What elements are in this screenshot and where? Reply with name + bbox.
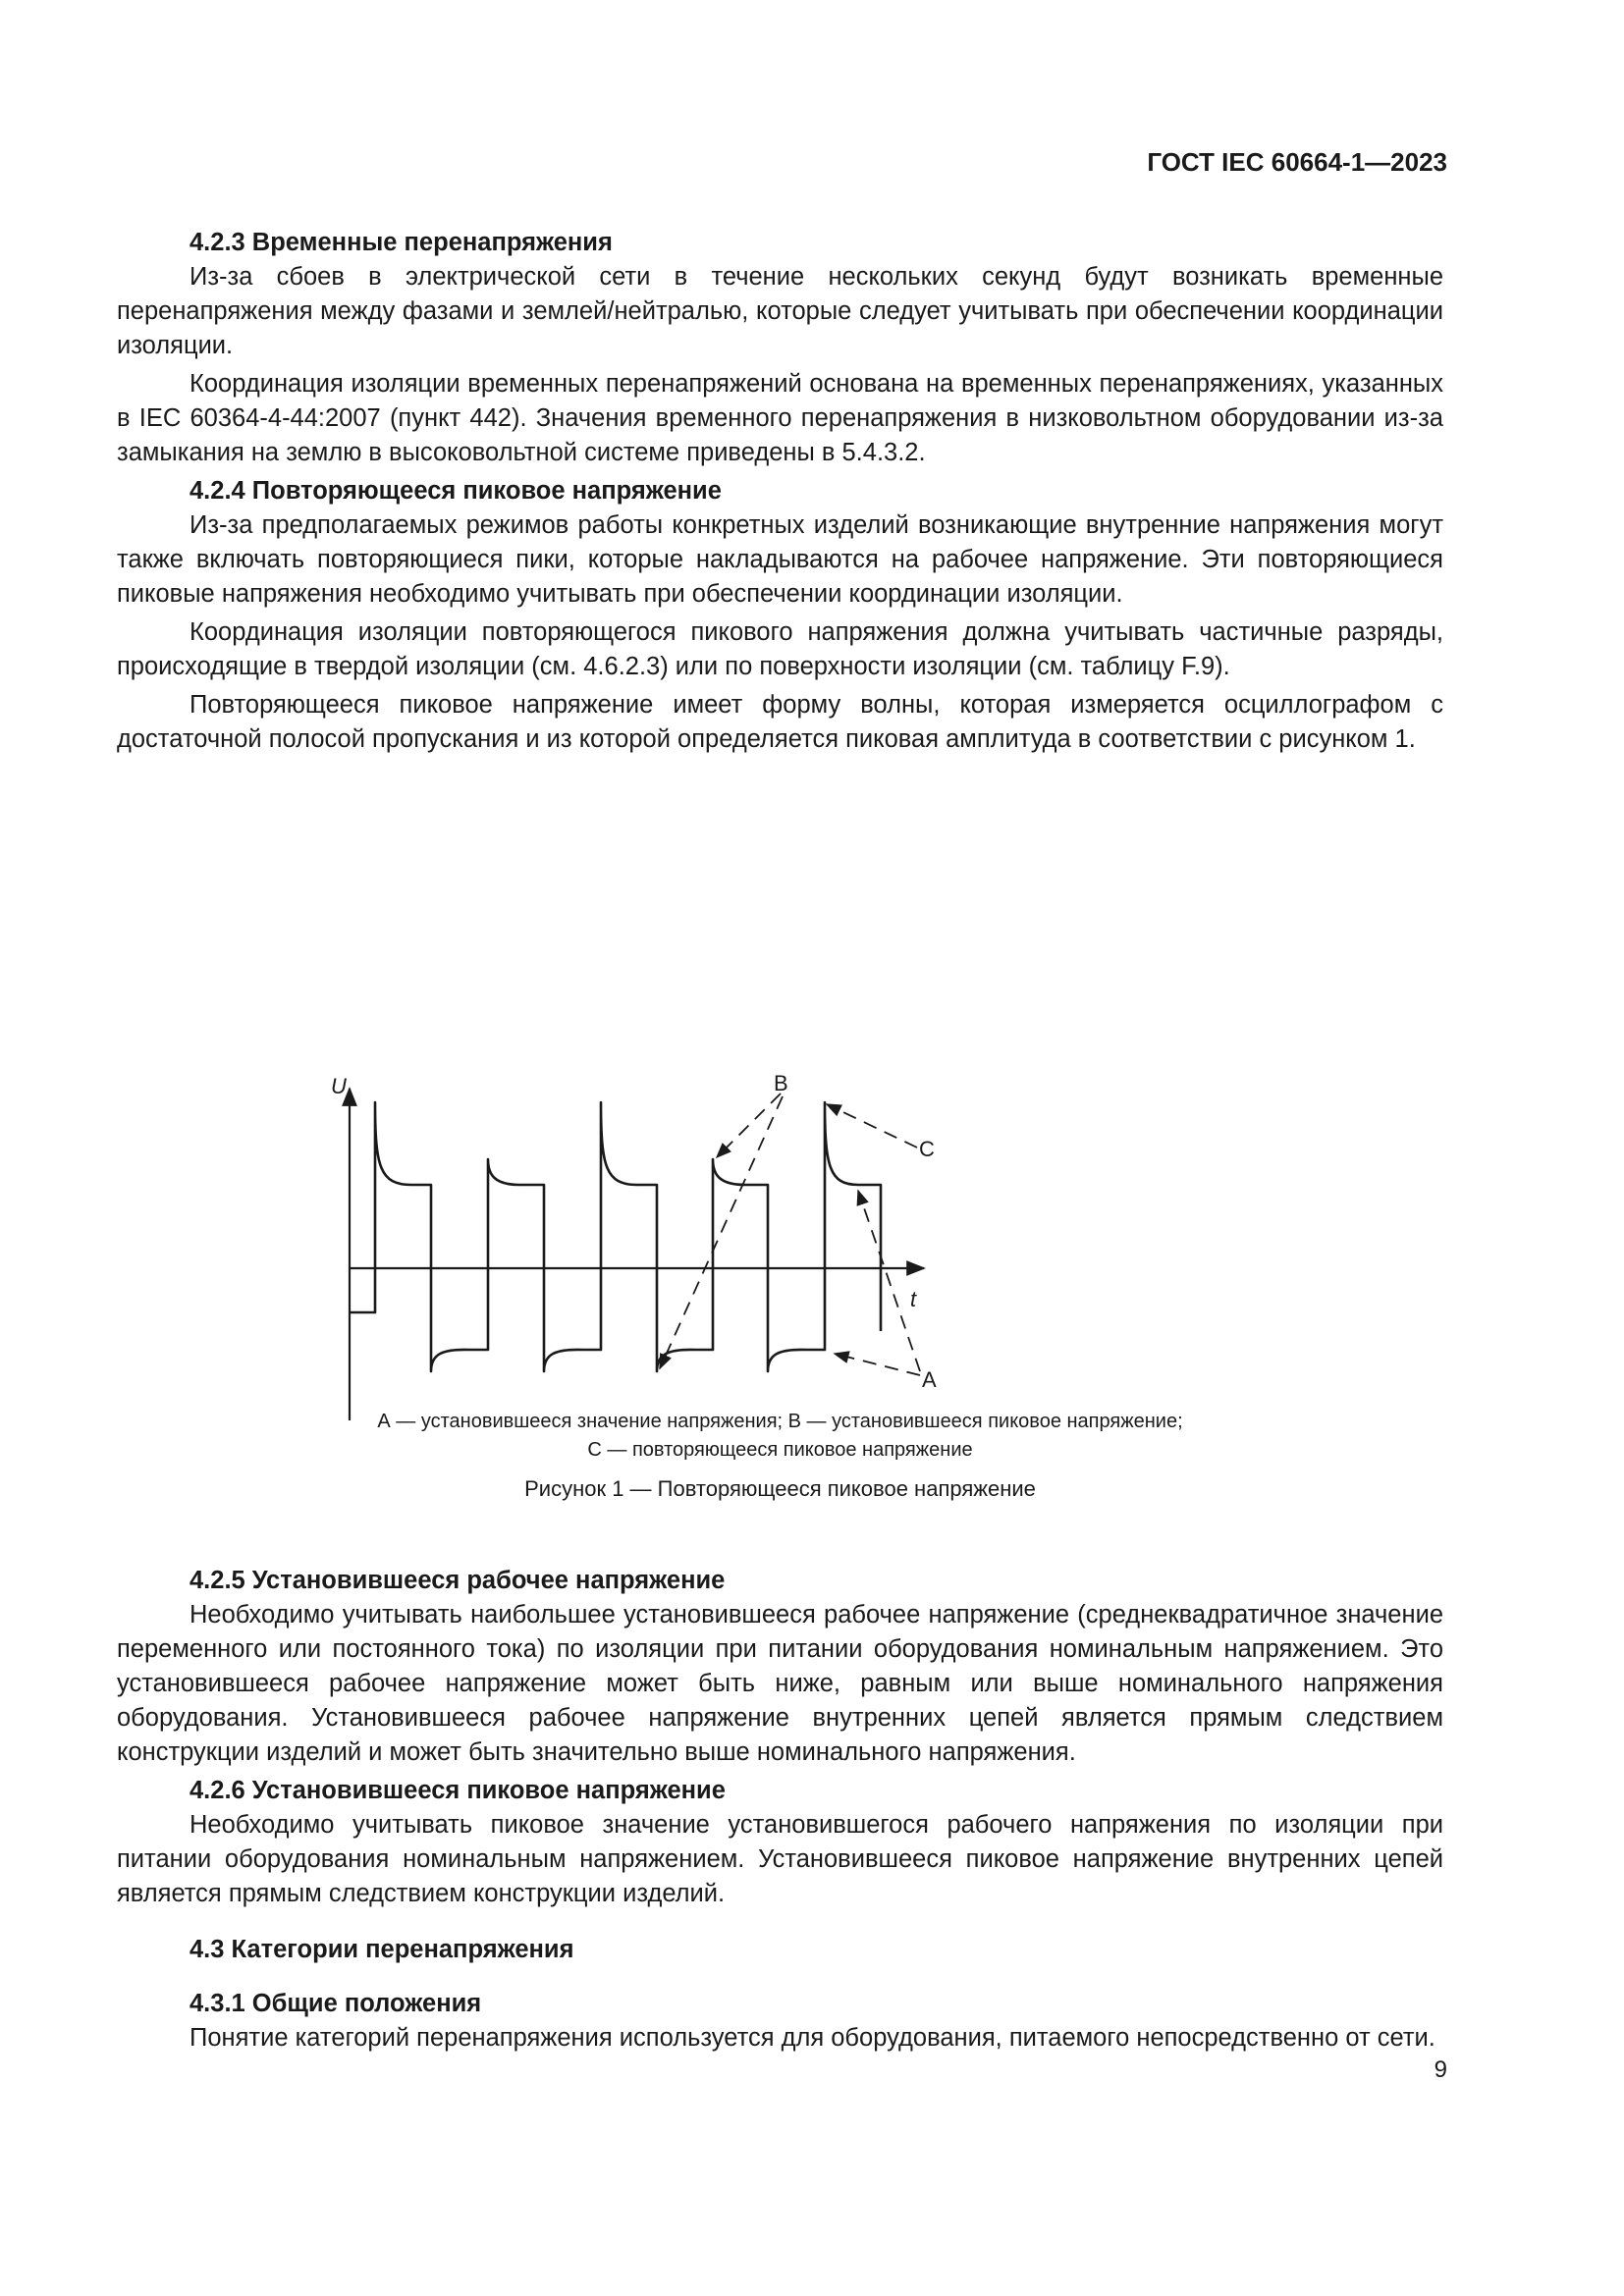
paragraph: Координация изоляции временных перенапряжений основана на временных перенапряжениях, указанных в IEC 60364-4-44:2007 (пункт 442). Значения временного перенапряжения в низковольтном оборудовании из-за замыкания на землю в высоковольтной системе приведены в 5.4.3.2. <box>117 370 1443 466</box>
pointer-a-plateau-low <box>835 1354 920 1375</box>
waveform-diagram <box>117 804 1443 1452</box>
paragraph: Координация изоляции повторяющегося пикового напряжения должна учитывать частичные разряды, происходящие в твердой изоляции (см. 4.6.2.3) или по поверхности изоляции (см. таблицу F.9). <box>117 618 1443 680</box>
label-c: C <box>919 1137 935 1161</box>
paragraph: Понятие категорий перенапряжения используется для оборудования, питаемого непосредственно от сети. <box>189 2024 1435 2052</box>
label-b: B <box>774 1071 788 1095</box>
legend-line-1: А — установившееся значение напряжения; В — установившееся пиковое напряжение; <box>377 1411 1183 1432</box>
page-content <box>117 226 1443 2059</box>
pointer-c-spike <box>827 1104 917 1148</box>
section-title-4-2-6: 4.2.6 Установившееся пиковое напряжение <box>189 1777 726 1804</box>
document-header: ГОСТ IEC 60664-1—2023 <box>1147 147 1447 177</box>
axis-label-t: t <box>910 1287 917 1311</box>
paragraph: Необходимо учитывать пиковое значение установившегося рабочего напряжения по изоляции при питании оборудования номинальным напряжением. Установившееся пиковое напряжение внутренних цепей является прямым следствием конструкции изделий. <box>117 1811 1443 1907</box>
waveform-trace <box>350 1102 881 1371</box>
section-title-4-2-3: 4.2.3 Временные перенапряжения <box>189 229 613 256</box>
figure-caption: Рисунок 1 — Повторяющееся пиковое напряжение <box>524 1476 1036 1501</box>
section-title-4-3-1: 4.3.1 Общие положения <box>189 1990 482 2017</box>
figure-1 <box>117 804 1443 1550</box>
section-title-4-2-4: 4.2.4 Повторяющееся пиковое напряжение <box>189 477 722 505</box>
paragraph: Повторяющееся пиковое напряжение имеет форму волны, которая измеряется осциллографом с достаточной полосой пропускания и из которой определяется пиковая амплитуда в соответствии с рисунком 1. <box>117 691 1443 753</box>
paragraph: Необходимо учитывать наибольшее установившееся рабочее напряжение (среднеквадратичное значение переменного или постоянного тока) по изоляции при питании оборудования номинальным напряжением. Это установившееся рабочее напряжение может быть ниже, равным или выше номинального напряжения оборудования. Установившееся рабочее напряжение внутренних цепей является прямым следствием конструкции изделий и может быть значительно выше номинального напряжения. <box>117 1601 1443 1766</box>
pointer-b-peak <box>717 1094 781 1157</box>
axis-label-u: U <box>331 1074 347 1098</box>
figure-legend <box>117 1408 1443 1465</box>
paragraph: Из-за сбоев в электрической сети в течение нескольких секунд будут возникать временные перенапряжения между фазами и землей/нейтралью, которые следует учитывать при обеспечении координации изоляции. <box>117 263 1443 359</box>
pointer-b-trough <box>660 1096 783 1368</box>
legend-line-2: С — повторяющееся пиковое напряжение <box>587 1439 973 1461</box>
section-title-4-3: 4.3 Категории перенапряжения <box>189 1936 574 1963</box>
label-a: A <box>922 1367 937 1392</box>
pointer-a-plateau-high <box>858 1191 920 1371</box>
paragraph: Из-за предполагаемых режимов работы конкретных изделий возникающие внутренние напряжения могут также включать повторяющиеся пики, которые накладываются на рабочее напряжение. Эти повторяющиеся пиковые напряжения необходимо учитывать при обеспечении координации изоляции. <box>117 511 1443 608</box>
page-number: 9 <box>1434 2056 1447 2083</box>
section-title-4-2-5: 4.2.5 Установившееся рабочее напряжение <box>189 1567 726 1594</box>
